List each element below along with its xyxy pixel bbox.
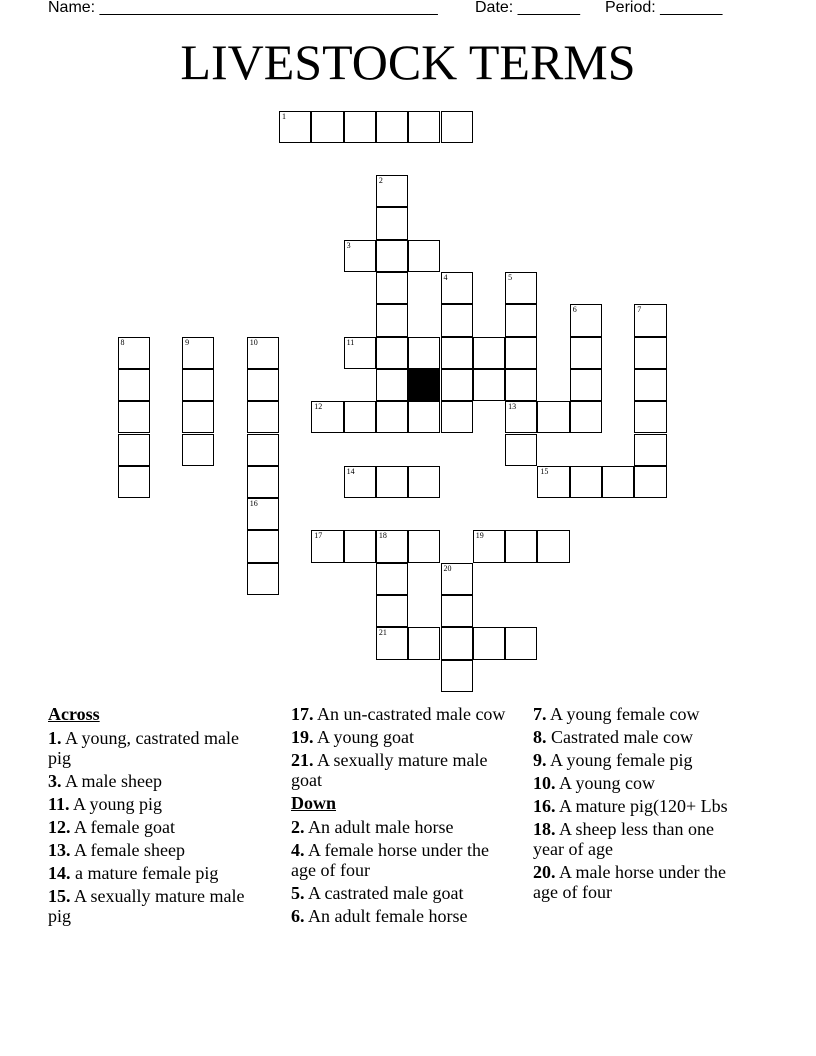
clue-number: 19	[475, 531, 484, 541]
grid-cell[interactable]	[505, 337, 537, 369]
clue-item-number: 2.	[291, 817, 305, 837]
grid-cell[interactable]	[473, 369, 505, 401]
grid-cell[interactable]	[505, 369, 537, 401]
grid-cell[interactable]	[441, 337, 473, 369]
grid-cell[interactable]	[634, 304, 666, 336]
clue-item	[48, 794, 263, 814]
clue-item-text: A young female cow	[546, 704, 700, 724]
grid-cell[interactable]	[441, 304, 473, 336]
clue-number: 2	[378, 176, 383, 186]
grid-cell[interactable]	[311, 111, 343, 143]
section-heading: Down	[291, 793, 337, 813]
clue-item-text: A castrated male goat	[304, 883, 464, 903]
grid-cell[interactable]	[441, 401, 473, 433]
clue-item	[533, 704, 748, 724]
grid-cell[interactable]	[537, 466, 569, 498]
grid-cell[interactable]	[473, 627, 505, 659]
grid-cell[interactable]	[247, 434, 279, 466]
grid-cell[interactable]	[118, 401, 150, 433]
clue-item-text: An un-castrated male cow	[313, 704, 506, 724]
grid-cell[interactable]	[408, 466, 440, 498]
clue-item-text: Castrated male cow	[546, 727, 693, 747]
clue-item-number: 21.	[291, 750, 314, 770]
clue-item-text: A young female pig	[546, 750, 693, 770]
grid-cell[interactable]	[247, 466, 279, 498]
grid-cell[interactable]	[376, 175, 408, 207]
clue-item-number: 18.	[533, 819, 556, 839]
clue-number: 20	[443, 563, 452, 573]
grid-cell[interactable]	[376, 627, 408, 659]
clue-item-number: 3.	[48, 771, 62, 791]
clue-item	[48, 863, 263, 883]
grid-cell[interactable]	[602, 466, 634, 498]
clue-number: 21	[378, 628, 387, 638]
clue-number: 13	[508, 402, 517, 412]
grid-cell[interactable]	[570, 401, 602, 433]
grid-cell[interactable]	[344, 337, 376, 369]
clue-item-number: 12.	[48, 817, 71, 837]
clue-item	[533, 750, 748, 770]
grid-cell[interactable]	[376, 240, 408, 272]
grid-cell[interactable]	[570, 304, 602, 336]
grid-cell[interactable]	[441, 627, 473, 659]
clue-item-number: 1.	[48, 728, 62, 748]
clue-item	[533, 727, 748, 747]
grid-cell[interactable]	[376, 466, 408, 498]
clue-number: 6	[572, 305, 577, 315]
grid-cell[interactable]	[182, 401, 214, 433]
grid-cell[interactable]	[247, 369, 279, 401]
grid-cell[interactable]	[441, 369, 473, 401]
grid-cell[interactable]	[473, 530, 505, 562]
clue-item-number: 15.	[48, 886, 71, 906]
clue-item-text: A young cow	[555, 773, 656, 793]
clue-number: 8	[120, 337, 125, 347]
clue-number: 3	[346, 240, 351, 250]
clue-item-text: A young, castrated male pig	[48, 728, 239, 768]
clue-item-text: A sexually mature male goat	[291, 750, 488, 790]
grid-cell[interactable]	[537, 530, 569, 562]
clue-item	[48, 817, 263, 837]
grid-cell[interactable]	[441, 660, 473, 692]
grid-cell[interactable]	[634, 401, 666, 433]
grid-cell[interactable]	[505, 401, 537, 433]
clue-item-number: 8.	[533, 727, 547, 747]
grid-cell[interactable]	[441, 563, 473, 595]
grid-cell[interactable]	[634, 369, 666, 401]
clue-number: 1	[282, 111, 286, 121]
clue-number: 11	[346, 337, 355, 347]
clue-item	[291, 883, 506, 903]
grid-cell[interactable]	[182, 434, 214, 466]
clue-item-number: 6.	[291, 906, 305, 926]
grid-cell[interactable]	[537, 401, 569, 433]
grid-cell[interactable]	[344, 530, 376, 562]
clue-item-text: a mature female pig	[70, 863, 219, 883]
clue-item-number: 10.	[533, 773, 556, 793]
clue-item-text: An adult male horse	[304, 817, 454, 837]
grid-cell[interactable]	[279, 111, 311, 143]
clue-item-number: 13.	[48, 840, 71, 860]
clue-item-text: A female horse under the age of four	[291, 840, 489, 880]
grid-cell[interactable]	[570, 337, 602, 369]
grid-cell[interactable]	[182, 337, 214, 369]
grid-cell[interactable]	[505, 434, 537, 466]
clue-item-text: An adult female horse	[304, 906, 468, 926]
clue-item-number: 16.	[533, 796, 556, 816]
grid-cell[interactable]	[311, 401, 343, 433]
clue-item-text: A sexually mature male pig	[48, 886, 245, 926]
grid-cell[interactable]	[473, 337, 505, 369]
grid-cell[interactable]	[408, 337, 440, 369]
clue-number: 14	[346, 466, 355, 476]
clue-number: 4	[443, 273, 448, 282]
clue-number: 17	[314, 531, 323, 541]
grid-cell[interactable]	[311, 530, 343, 562]
clue-item	[48, 728, 263, 768]
grid-cell[interactable]	[376, 207, 408, 239]
grid-cell[interactable]	[570, 466, 602, 498]
clue-number: 15	[540, 466, 549, 476]
grid-cell[interactable]	[634, 466, 666, 498]
clue-item-text: A female goat	[70, 817, 175, 837]
clue-item-text: A mature pig(120+ Lbs	[555, 796, 728, 816]
page-title: LIVESTOCK TERMS	[180, 34, 636, 90]
grid-cell[interactable]	[408, 530, 440, 562]
grid-cell[interactable]	[441, 111, 473, 143]
clue-item-text: A sheep less than one year of age	[533, 819, 714, 859]
grid-cell[interactable]	[408, 240, 440, 272]
grid-cell[interactable]	[182, 369, 214, 401]
grid-cell[interactable]	[376, 530, 408, 562]
clue-item	[48, 771, 263, 791]
section-heading: Across	[48, 704, 100, 724]
clue-item-number: 11.	[48, 794, 70, 814]
date-field[interactable]: Date: _______	[475, 0, 580, 16]
clue-item	[291, 817, 506, 837]
grid-cell[interactable]	[118, 369, 150, 401]
clue-number: 12	[314, 402, 323, 412]
clue-item-text: A young goat	[313, 727, 415, 747]
grid-cell[interactable]	[344, 240, 376, 272]
clue-item	[533, 819, 748, 859]
clue-number: 5	[508, 273, 513, 282]
grid-cell[interactable]	[441, 595, 473, 627]
grid-cell[interactable]	[634, 434, 666, 466]
clue-item	[291, 840, 506, 880]
grid-cell[interactable]	[344, 401, 376, 433]
clue-item-number: 17.	[291, 704, 314, 724]
grid-cell[interactable]	[118, 466, 150, 498]
clue-item	[291, 906, 506, 926]
clue-item	[533, 773, 748, 793]
grid-cell[interactable]	[376, 401, 408, 433]
grid-cell[interactable]	[247, 401, 279, 433]
clue-number: 18	[378, 531, 387, 541]
clue-item-number: 19.	[291, 727, 314, 747]
grid-cell[interactable]	[441, 272, 473, 304]
clue-column-3	[533, 704, 748, 905]
grid-cell[interactable]	[118, 434, 150, 466]
clue-item-number: 14.	[48, 863, 71, 883]
grid-cell[interactable]	[247, 530, 279, 562]
grid-cell[interactable]	[408, 401, 440, 433]
clue-item	[533, 862, 748, 902]
grid-cell[interactable]	[505, 627, 537, 659]
grid-cell[interactable]	[376, 337, 408, 369]
grid-cell[interactable]	[505, 304, 537, 336]
clue-item-number: 4.	[291, 840, 305, 860]
grid-cell[interactable]	[118, 337, 150, 369]
grid-cell[interactable]	[376, 272, 408, 304]
grid-cell[interactable]	[505, 272, 537, 304]
clue-column-2	[291, 704, 506, 929]
clue-number: 10	[249, 337, 258, 347]
clue-item	[291, 727, 506, 747]
clue-column-1	[48, 704, 263, 929]
clue-number: 16	[249, 499, 258, 509]
clue-item	[48, 886, 263, 926]
clue-item-text: A young pig	[69, 794, 163, 814]
grid-cell[interactable]	[376, 563, 408, 595]
clue-item	[533, 796, 748, 816]
grid-cell[interactable]	[344, 111, 376, 143]
clue-item-text: A female sheep	[70, 840, 185, 860]
clue-item	[291, 750, 506, 790]
grid-cell[interactable]	[247, 337, 279, 369]
grid-cell[interactable]	[376, 369, 408, 401]
clue-item-number: 5.	[291, 883, 305, 903]
name-field[interactable]: Name: ______________________________________	[48, 0, 438, 16]
grid-cell[interactable]	[408, 627, 440, 659]
clue-item-number: 20.	[533, 862, 556, 882]
grid-cell[interactable]	[505, 530, 537, 562]
clue-item-number: 7.	[533, 704, 547, 724]
blocked-cell	[408, 369, 440, 401]
clue-item	[291, 704, 506, 724]
period-field[interactable]: Period: _______	[605, 0, 723, 16]
grid-cell[interactable]	[376, 304, 408, 336]
clue-item-text: A male sheep	[61, 771, 162, 791]
grid-cell[interactable]	[247, 563, 279, 595]
clue-number: 9	[185, 337, 190, 347]
grid-cell[interactable]	[570, 369, 602, 401]
grid-cell[interactable]	[634, 337, 666, 369]
grid-cell[interactable]	[247, 498, 279, 530]
clue-item-number: 9.	[533, 750, 547, 770]
clue-item-text: A male horse under the age of four	[533, 862, 726, 902]
grid-cell[interactable]	[376, 111, 408, 143]
clue-item	[48, 840, 263, 860]
grid-cell[interactable]	[376, 595, 408, 627]
grid-cell[interactable]	[408, 111, 440, 143]
grid-cell[interactable]	[344, 466, 376, 498]
clue-number: 7	[637, 305, 642, 315]
